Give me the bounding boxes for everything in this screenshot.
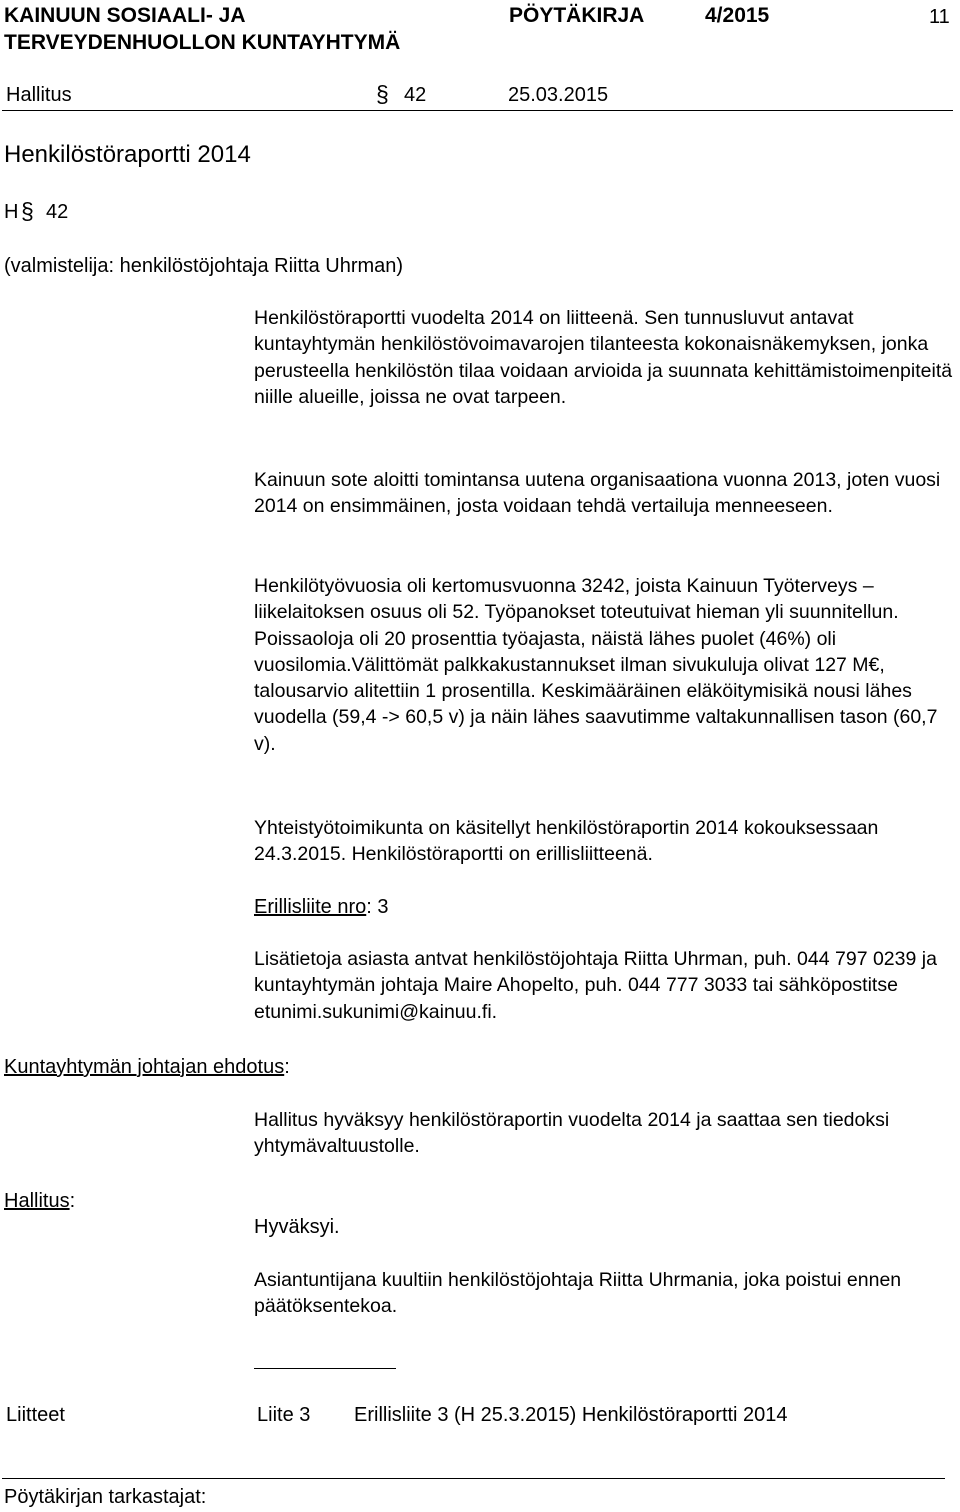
attachment-reference-label: Erillisliite nro	[254, 896, 367, 918]
paragraph-text: Kainuun sote aloitti tomintansa uutena organisaationa vuonna 2013, joten vuosi 2014 on ensimmäinen, josta voidaan tehdä vertailuja menneeseen.	[254, 469, 941, 518]
meeting-body: Hallitus	[6, 84, 72, 106]
attachment-reference	[254, 894, 389, 920]
meeting-date: 25.03.2015	[508, 84, 609, 106]
paragraph-text: Hallitus hyväksyy henkilöstöraportin vuodelta 2014 ja saattaa sen tiedoksi yhtymävaltuustolle.	[254, 1109, 890, 1158]
body-paragraph-3	[254, 573, 954, 757]
paragraph-text: Henkilötyövuosia oli kertomusvuonna 3242, joista Kainuun Työterveys –liikelaitoksen osuus oli 52. Työpanokset toteutuivat hieman yli suunnitellun. Poissaoloja oli 20 prosenttia työajasta, näistä lähes puolet (46%) oli vuosilomia.Välittömät palkkakustannukset ilman sivukuluja olivat 127 M€, talousarvio alitettiin 1 prosentilla. Keskimääräinen eläköitymisikä nousi lähes vuodella (59,4 -> 60,5 v) ja näin lähes saavutimme valtakunnallisen tason (60,7 v).	[254, 575, 938, 755]
proposal-label-text: Kuntayhtymän johtajan ehdotus	[4, 1056, 285, 1078]
case-number: 42	[46, 201, 69, 223]
proposal-label	[4, 1054, 290, 1080]
organization-name-line1: KAINUUN SOSIAALI- JA	[4, 4, 246, 27]
organization-name-line2: TERVEYDENHUOLLON KUNTAYHTYMÄ	[4, 31, 401, 54]
case-prefix: H	[4, 201, 19, 223]
reviewers-label: Pöytäkirjan tarkastajat:	[4, 1486, 207, 1508]
document-number: 4/2015	[705, 4, 770, 27]
expert-note	[254, 1267, 954, 1320]
proposal-label-colon: :	[284, 1056, 290, 1078]
proposal-text	[254, 1107, 954, 1160]
page-number: 11	[929, 6, 950, 28]
preparer-note: (valmistelija: henkilöstöjohtaja Riitta Uhrman)	[4, 255, 404, 277]
decision-label-text: Hallitus	[4, 1190, 70, 1212]
attachment-description: Erillisliite 3 (H 25.3.2015) Henkilöstöraportti 2014	[354, 1404, 788, 1426]
contact-info-paragraph	[254, 946, 954, 1025]
page-title: Henkilöstöraportti 2014	[4, 141, 251, 168]
section-sign: §	[376, 81, 389, 107]
decision-text: Hyväksyi.	[254, 1216, 340, 1238]
attachment-reference-value: : 3	[366, 896, 389, 918]
body-paragraph-4	[254, 815, 954, 868]
decision-label	[4, 1188, 75, 1214]
body-paragraph-2	[254, 467, 954, 520]
paragraph-text: Henkilöstöraportti vuodelta 2014 on liitteenä. Sen tunnusluvut antavat kuntayhtymän henkilöstövoimavarojen tilanteesta kokonaisnäkemyksen, jonka perusteella henkilöstön tilaa voidaan arvioida ja suunnata kehittämistoimenpiteitä niille alueille, joissa ne ovat tarpeen.	[254, 307, 953, 408]
paragraph-text: Lisätietoja asiasta antvat henkilöstöjohtaja Riitta Uhrman, puh. 044 797 0239 ja kuntayhtymän johtaja Maire Ahopelto, puh. 044 777 3033 tai sähköpostitse etunimi.sukunimi@kainuu.fi.	[254, 948, 937, 1023]
paragraph-text: Asiantuntijana kuultiin henkilöstöjohtaja Riitta Uhrmania, joka poistui ennen päätöksentekoa.	[254, 1269, 902, 1318]
body-paragraph-1	[254, 305, 954, 410]
paragraph-text: Yhteistyötoimikunta on käsitellyt henkilöstöraportin 2014 kokouksessaan 24.3.2015. Henkilöstöraportti on erillisliitteenä.	[254, 817, 879, 866]
document-type: PÖYTÄKIRJA	[509, 4, 645, 27]
decision-label-colon: :	[69, 1190, 76, 1212]
section-end-rule	[254, 1368, 396, 1369]
footer-rule	[2, 1478, 945, 1479]
section-number: 42	[404, 84, 427, 106]
attachments-label: Liitteet	[6, 1404, 65, 1426]
header-rule	[2, 110, 953, 111]
attachment-id: Liite 3	[257, 1404, 311, 1426]
case-section-sign: §	[21, 198, 34, 224]
